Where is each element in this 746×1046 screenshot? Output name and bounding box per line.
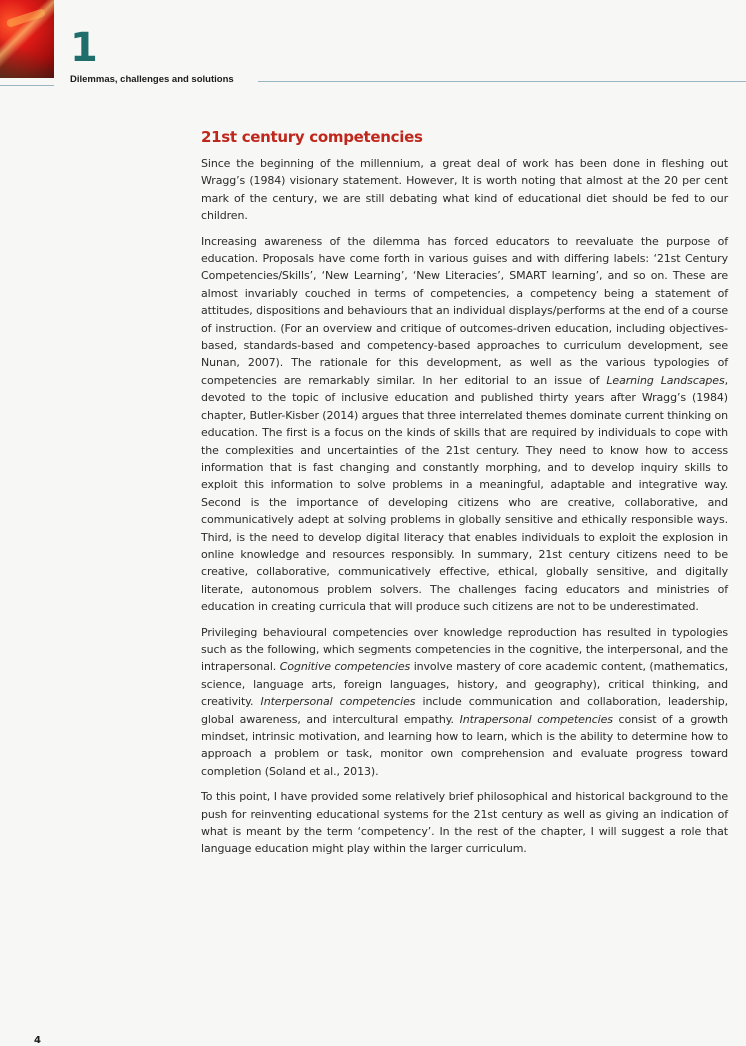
term-interpersonal-competencies: Interpersonal competencies xyxy=(260,695,416,709)
chapter-corner-artwork xyxy=(0,0,54,78)
paragraph-2-text-b: , devoted to the topic of inclusive education and published thirty years after Wragg’s (1984) chapter, Butler-Kisber (2014) argues that three interrelated themes dominate current thinking on education. The first is a focus on the kinds of skills that are required by individuals to cope with the complexities and uncertainties of the 21st century. They need to know how to access information that is fast changing and constantly morphing, and to develop inquiry skills to exploit this information to solve problems in a meaningful, adaptable and integrative way. Second is the importance of developing citizens who are creative, collaborative, and communicatively adept at solving problems in globally sensitive and ethically responsible ways. Third, is the need to develop digital literacy that enables individuals to exploit the explosion in online knowledge and resources responsibly. In summary, 21st century citizens need to be creative, collaborative, communicatively effective, ethical, globally sensitive, and digitally literate, autonomous problem solvers. The challenges facing educators and ministries of education in creating curricula that will produce such citizens are not to be underestimated. xyxy=(201,373,728,614)
chapter-number: 1 xyxy=(70,25,98,71)
paragraph-3-text-b: involve mastery of core academic content, (mathematics, science, language arts, foreign languages, history, and geography), critical thinking, and creativity. xyxy=(201,660,728,709)
page-number: 4 xyxy=(34,1035,41,1046)
paragraph-1 xyxy=(201,155,728,225)
journal-title: Learning Landscapes xyxy=(606,373,725,387)
section-heading: 21st century competencies xyxy=(201,128,423,147)
paragraph-3-text-a: Privileging behavioural competencies over knowledge reproduction has resulted in typologies such as the following, which segments competencies in the cognitive, the interpersonal, and the intrapersonal. xyxy=(201,625,728,674)
paragraph-4 xyxy=(201,788,728,858)
paragraph-3 xyxy=(201,624,728,781)
chapter-title: Dilemmas, challenges and solutions xyxy=(70,74,234,85)
header-left-rule xyxy=(0,85,54,86)
paragraph-3-text-c: include communication and collaboration, leadership, global awareness, and intercultural empathy. xyxy=(201,695,728,726)
paragraph-3-text-d: consist of a growth mindset, intrinsic motivation, and learning how to learn, which is the ability to determine how to approach a problem or task, monitor own comprehension and evaluate progress toward completion (Soland et al., 2013). xyxy=(201,712,729,778)
term-cognitive-competencies: Cognitive competencies xyxy=(279,660,411,674)
paragraph-4-text: To this point, I have provided some relatively brief philosophical and historical background to the push for reinventing educational systems for the 21st century as well as giving an indication of what is meant by the term ‘competency’. In the rest of the chapter, I will suggest a role that language education might play within the larger curriculum. xyxy=(201,790,728,856)
body-text xyxy=(201,155,728,866)
term-intrapersonal-competencies: Intrapersonal competencies xyxy=(459,712,613,726)
header-rule xyxy=(258,81,746,82)
paragraph-1-text: Since the beginning of the millennium, a great deal of work has been done in fleshing out Wragg’s (1984) visionary statement. However, It is worth noting that almost at the 20 per cent mark of the century, we are still debating what kind of educational diet should be fed to our children. xyxy=(201,157,728,223)
paragraph-2-text-a: Increasing awareness of the dilemma has forced educators to reevaluate the purpose of education. Proposals have come forth in various guises and with differing labels: ‘21st Century Competencies/Skills’, ‘New Learning’, ‘New Literacies’, SMART learning’, and so on. These are almost invariably couched in terms of competencies, a competency being a statement of attitudes, dispositions and behaviours that an individual displays/performs at the end of a course of instruction. (For an overview and critique of outcomes-driven education, including objectives-based, standards-based and competency-based approaches to curriculum development, see Nunan, 2007). The rationale for this development, as well as the various typologies of competencies are remarkably similar. In her editorial to an issue of xyxy=(201,234,728,387)
paragraph-2 xyxy=(201,233,728,616)
